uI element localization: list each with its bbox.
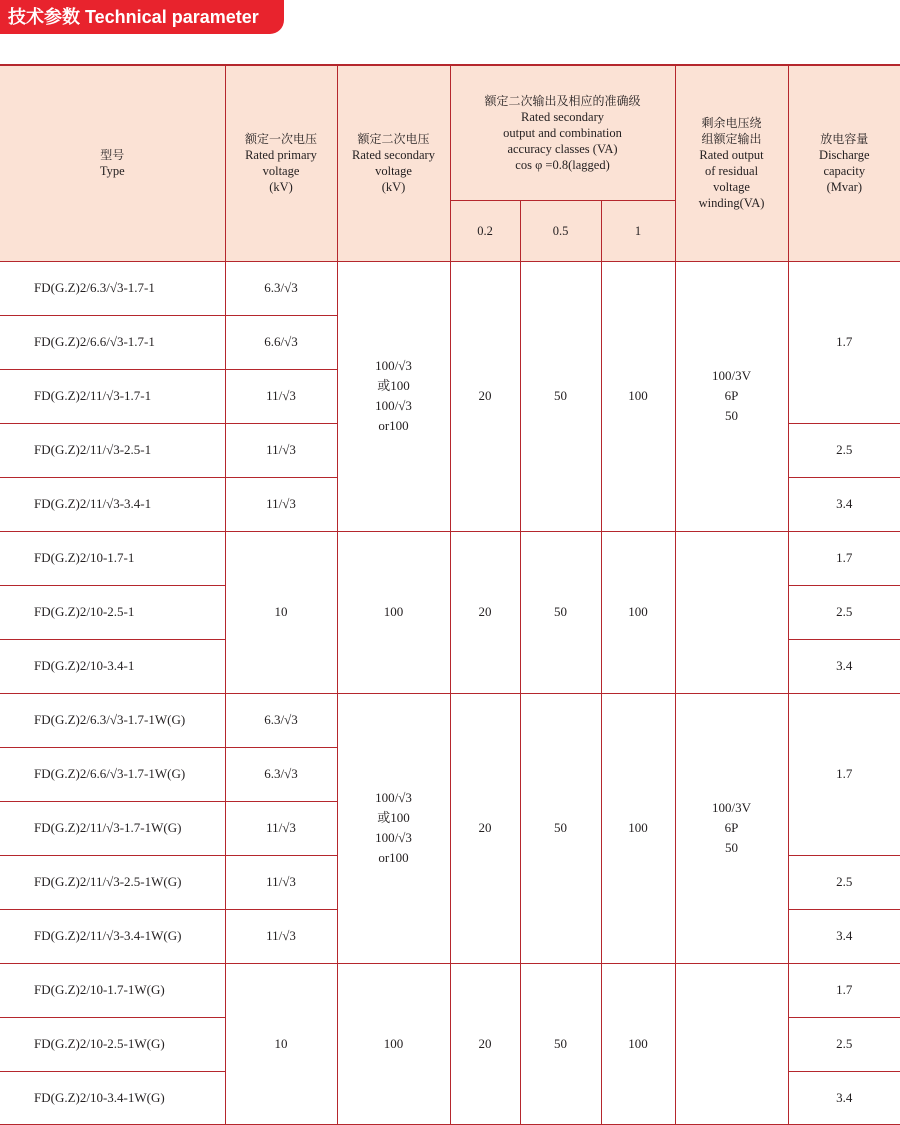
cell-primary: 6.6/√3 (225, 315, 337, 369)
table-body (0, 261, 900, 1124)
cell-type: FD(G.Z)2/11/√3-1.7-1W(G) (0, 801, 225, 855)
cell-discharge: 3.4 (788, 639, 900, 693)
cell-discharge: 2.5 (788, 1017, 900, 1071)
table-row (0, 261, 900, 315)
cell-type: FD(G.Z)2/11/√3-2.5-1 (0, 423, 225, 477)
cell-residual-line: 50 (725, 408, 739, 423)
cell-type: FD(G.Z)2/11/√3-2.5-1W(G) (0, 855, 225, 909)
cell-type: FD(G.Z)2/10-2.5-1W(G) (0, 1017, 225, 1071)
cell-type: FD(G.Z)2/10-3.4-1W(G) (0, 1071, 225, 1124)
cell-class-1: 100 (601, 963, 675, 1124)
cell-type: FD(G.Z)2/6.3/√3-1.7-1W(G) (0, 693, 225, 747)
cell-residual (675, 531, 788, 693)
cell-discharge: 3.4 (788, 909, 900, 963)
cell-discharge: 1.7 (788, 261, 900, 423)
cell-discharge: 3.4 (788, 1071, 900, 1124)
header-output-en-4: cos φ =0.8(lagged) (515, 157, 610, 172)
cell-class-0-2: 20 (450, 693, 520, 963)
header-residual-en-2: of residual (704, 164, 759, 179)
cell-secondary: 100 (337, 963, 450, 1124)
cell-type: FD(G.Z)2/11/√3-1.7-1 (0, 369, 225, 423)
cell-class-0-5: 50 (520, 261, 601, 531)
cell-primary: 6.3/√3 (225, 747, 337, 801)
title-banner (0, 0, 284, 34)
cell-class-1: 100 (601, 693, 675, 963)
header-secondary-en-1: Rated secondary (352, 148, 435, 163)
cell-secondary (337, 261, 450, 531)
cell-discharge: 3.4 (788, 477, 900, 531)
cell-class-0-5: 50 (520, 693, 601, 963)
cell-type: FD(G.Z)2/6.3/√3-1.7-1 (0, 261, 225, 315)
cell-discharge: 2.5 (788, 585, 900, 639)
header-discharge-capacity (788, 65, 900, 261)
cell-discharge: 1.7 (788, 963, 900, 1017)
header-discharge-en-1: Discharge (819, 148, 870, 163)
cell-class-1: 100 (601, 531, 675, 693)
cell-secondary-line: or100 (378, 418, 409, 433)
table-row (0, 963, 900, 1017)
cell-secondary-line: 100/√3 (375, 830, 412, 845)
cell-residual-line: 50 (725, 840, 739, 855)
header-output-en-3: accuracy classes (VA) (507, 141, 618, 156)
cell-class-0-2: 20 (450, 261, 520, 531)
header-output-zh: 额定二次输出及相应的准确级 (484, 93, 641, 108)
header-residual-en-1: Rated output (699, 148, 764, 163)
cell-secondary-line: 100/√3 (375, 790, 412, 805)
header-secondary-en-2: voltage (375, 164, 412, 179)
cell-type: FD(G.Z)2/10-3.4-1 (0, 639, 225, 693)
page-title: 技术参数 Technical parameter (8, 7, 259, 27)
cell-secondary-line: 100/√3 (375, 358, 412, 373)
cell-residual (675, 693, 788, 963)
cell-residual-line: 6P (724, 388, 739, 403)
header-primary-en-3: (kV) (269, 180, 293, 195)
header-primary-en-2: voltage (262, 164, 300, 179)
header-type (0, 65, 225, 261)
header-secondary-en-3: (kV) (381, 180, 406, 195)
cell-discharge: 1.7 (788, 693, 900, 855)
header-output-en-1: Rated secondary (521, 109, 604, 124)
cell-type: FD(G.Z)2/10-1.7-1 (0, 531, 225, 585)
cell-secondary: 100 (337, 531, 450, 693)
technical-parameter-table (0, 64, 900, 1125)
cell-primary: 11/√3 (225, 909, 337, 963)
cell-primary: 10 (225, 963, 337, 1124)
table-header (0, 65, 900, 261)
cell-secondary-line: 100/√3 (375, 398, 412, 413)
header-discharge-zh: 放电容量 (820, 132, 869, 147)
cell-secondary-line: 或100 (377, 378, 410, 393)
cell-discharge: 2.5 (788, 423, 900, 477)
cell-primary: 11/√3 (225, 855, 337, 909)
cell-primary: 6.3/√3 (225, 693, 337, 747)
cell-type: FD(G.Z)2/6.6/√3-1.7-1 (0, 315, 225, 369)
header-primary-zh: 额定一次电压 (244, 132, 317, 147)
header-residual-en-4: winding(VA) (698, 196, 765, 211)
cell-residual-line: 100/3V (712, 800, 752, 815)
cell-type: FD(G.Z)2/11/√3-3.4-1 (0, 477, 225, 531)
cell-type: FD(G.Z)2/10-2.5-1 (0, 585, 225, 639)
header-output-en-2: output and combination (503, 125, 622, 140)
cell-class-0-5: 50 (520, 963, 601, 1124)
header-secondary-zh: 额定二次电压 (357, 132, 430, 147)
cell-class-0-5: 50 (520, 531, 601, 693)
header-residual-zh-1: 剩余电压绕 (701, 116, 762, 131)
cell-secondary-line: or100 (378, 850, 409, 865)
cell-primary: 6.3/√3 (225, 261, 337, 315)
cell-discharge: 2.5 (788, 855, 900, 909)
header-class-0-5: 0.5 (520, 200, 601, 261)
cell-discharge: 1.7 (788, 531, 900, 585)
header-discharge-en-2: capacity (823, 164, 866, 179)
header-primary-voltage (225, 65, 337, 261)
cell-residual-line: 6P (724, 820, 739, 835)
header-residual-output (675, 65, 788, 261)
cell-residual-line: 100/3V (712, 368, 752, 383)
header-class-0-2: 0.2 (450, 200, 520, 261)
cell-type: FD(G.Z)2/6.6/√3-1.7-1W(G) (0, 747, 225, 801)
cell-secondary (337, 693, 450, 963)
header-secondary-voltage (337, 65, 450, 261)
cell-primary: 11/√3 (225, 477, 337, 531)
header-type-en: Type (99, 164, 125, 179)
table-row (0, 531, 900, 585)
header-class-1: 1 (601, 200, 675, 261)
cell-primary: 10 (225, 531, 337, 693)
cell-residual (675, 261, 788, 531)
header-residual-en-3: voltage (713, 180, 750, 195)
header-secondary-output (450, 65, 675, 200)
cell-primary: 11/√3 (225, 423, 337, 477)
header-discharge-en-3: (Mvar) (826, 180, 862, 195)
header-primary-en-1: Rated primary (245, 148, 317, 163)
cell-type: FD(G.Z)2/10-1.7-1W(G) (0, 963, 225, 1017)
cell-secondary-line: 或100 (377, 810, 410, 825)
cell-class-1: 100 (601, 261, 675, 531)
cell-class-0-2: 20 (450, 531, 520, 693)
header-type-zh: 型号 (100, 148, 125, 163)
cell-class-0-2: 20 (450, 963, 520, 1124)
table-row (0, 693, 900, 747)
cell-primary: 11/√3 (225, 801, 337, 855)
cell-type: FD(G.Z)2/11/√3-3.4-1W(G) (0, 909, 225, 963)
cell-residual (675, 963, 788, 1124)
header-residual-zh-2: 组额定输出 (701, 132, 762, 147)
cell-primary: 11/√3 (225, 369, 337, 423)
